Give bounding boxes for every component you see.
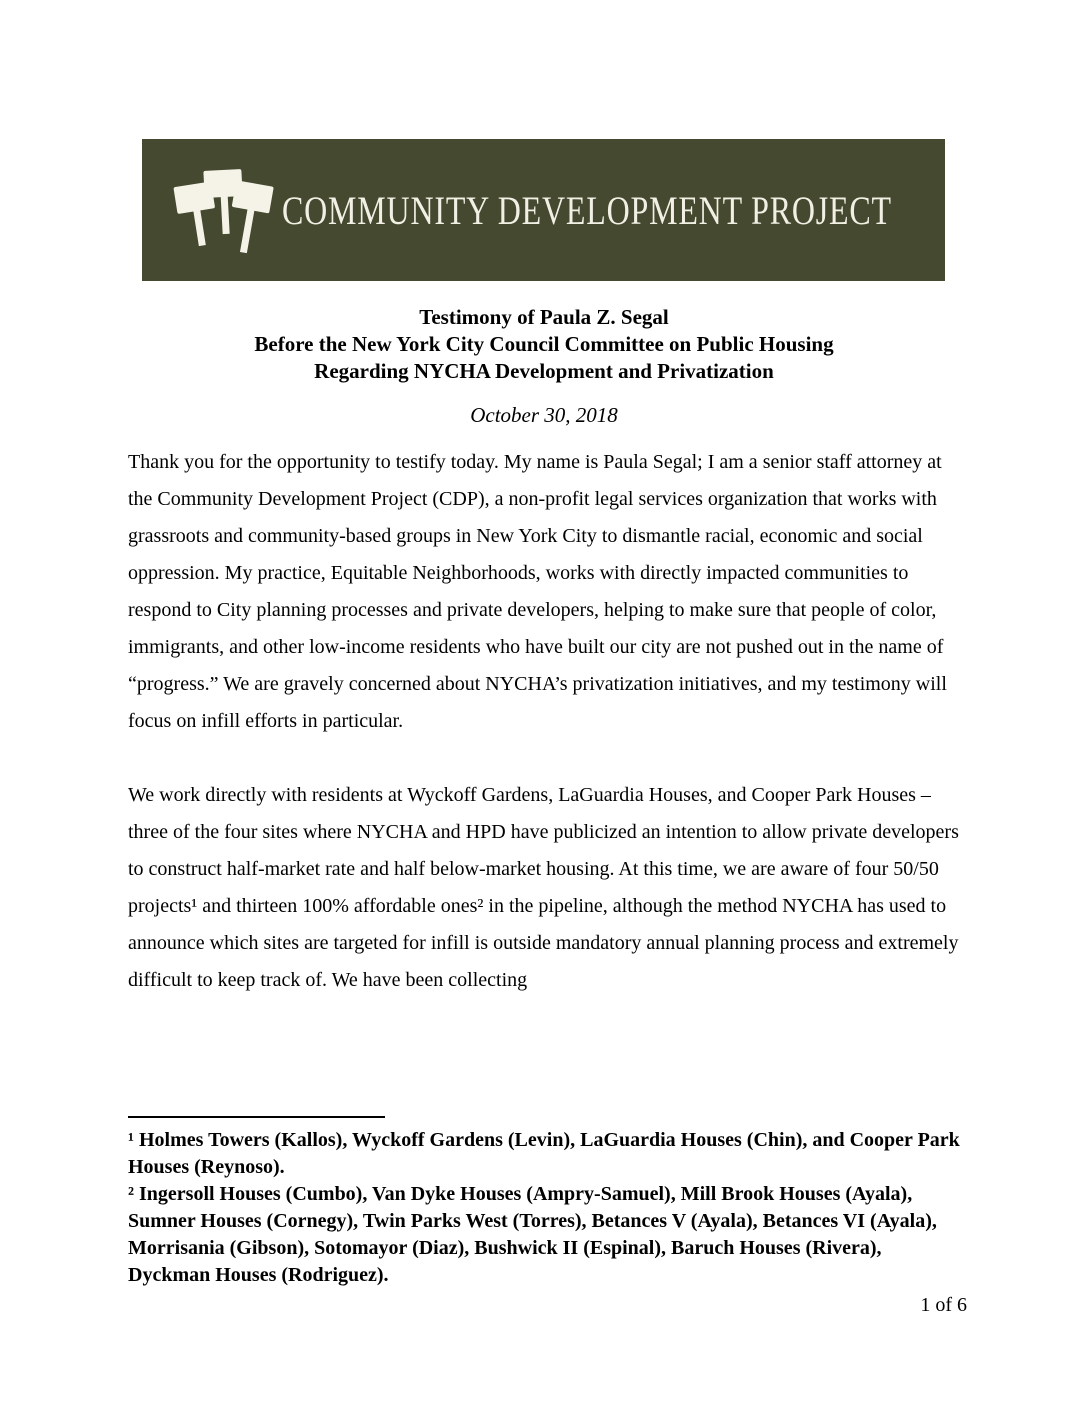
footnote-separator <box>128 1116 385 1118</box>
paragraph-sites: We work directly with residents at Wyckoff Gardens, LaGuardia Houses, and Cooper Park Houses – three of the four sites where NYCHA and HPD have publicized an intention to allow private developers to construct half-market rate and half below-market housing. At this time, we are aware of four 50/50 projects¹ and thirteen 100% affordable ones² in the pipeline, although the method NYCHA has used to announce which sites are targeted for infill is outside mandatory annual planning process and extremely difficult to keep track of. We have been collecting <box>128 784 959 991</box>
org-name: COMMUNITY DEVELOPMENT PROJECT <box>282 187 892 233</box>
title-line-1: Testimony of Paula Z. Segal <box>419 305 669 329</box>
testimony-title-block <box>0 304 1088 385</box>
title-line-2: Before the New York City Council Committee on Public Housing <box>254 332 834 356</box>
paragraph-intro: Thank you for the opportunity to testify today. My name is Paula Segal; I am a senior staff attorney at the Community Development Project (CDP), a non-profit legal services organization that works with grassroots and community-based groups in New York City to dismantle racial, economic and social oppression. My practice, Equitable Neighborhoods, works with directly impacted communities to respond to City planning processes and private developers, helping to make sure that people of color, immigrants, and other low-income residents who have built our city are not pushed out in the name of “progress.” We are gravely concerned about NYCHA’s privatization initiatives, and my testimony will focus on infill efforts in particular. <box>128 451 947 732</box>
testimony-date: October 30, 2018 <box>470 403 618 427</box>
footnotes-section <box>128 1116 966 1289</box>
page-number: 1 of 6 <box>920 1294 967 1316</box>
footnote-1: ¹ Holmes Towers (Kallos), Wyckoff Gardens (Levin), LaGuardia Houses (Chin), and Cooper Park Houses (Reynoso). <box>128 1129 960 1178</box>
picket-signs-logo-icon <box>172 158 276 262</box>
footnote-2: ² Ingersoll Houses (Cumbo), Van Dyke Houses (Ampry-Samuel), Mill Brook Houses (Ayala), Sumner Houses (Cornegy), Twin Parks West (Torres), Betances V (Ayala), Betances VI (Ayala), Morrisania (Gibson), Sotomayor (Diaz), Bushwick II (Espinal), Baruch Houses (Rivera), Dyckman Houses (Rodriguez). <box>128 1183 937 1286</box>
title-line-3: Regarding NYCHA Development and Privatization <box>314 359 774 383</box>
body-text <box>128 444 961 1036</box>
org-banner <box>142 139 945 281</box>
